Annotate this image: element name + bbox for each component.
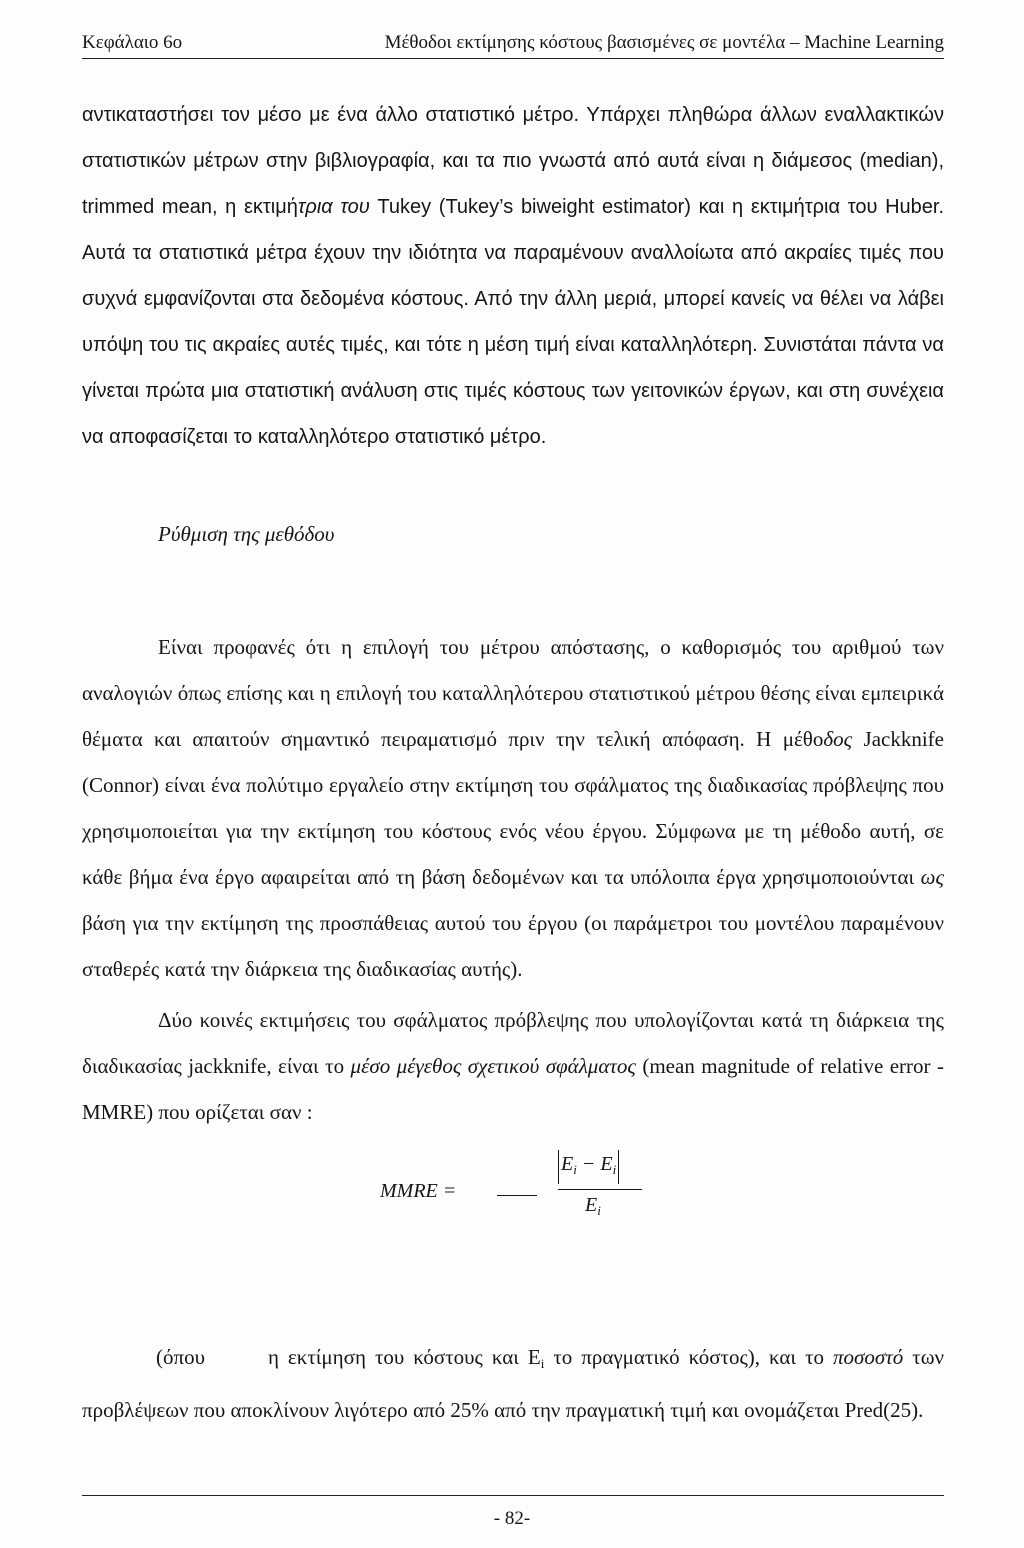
formula-denominator bbox=[585, 1194, 601, 1219]
paragraph-jackknife-estimates bbox=[82, 997, 944, 1135]
formula-num-e: E bbox=[561, 1153, 574, 1175]
formula-numerator bbox=[558, 1150, 619, 1184]
p4-sentence-4: των προβλέψεων που αποκλίνουν λιγότερο από 25% από την πραγματική τιμή και ονομάζεται Pred(25). bbox=[82, 1345, 945, 1422]
p3-sentence-2: (mean magnitude of relative error - MMRE) που ορίζεται σαν : bbox=[82, 1054, 944, 1124]
formula-lhs: MMRE = bbox=[380, 1180, 457, 1202]
p3-italic-term: μέσο μέγεθος σχετικού σφάλματος bbox=[350, 1054, 636, 1078]
formula-den-e: E bbox=[585, 1194, 598, 1216]
formula-num-e2: E bbox=[600, 1153, 613, 1175]
p1-sentence-2: Υπάρχει πληθώρα άλλων εναλλακτικών στατιστικών μέτρων στην βιβλιογραφία, και τα πιο γνωστά από αυτά είναι η διάμεσος (median), trimmed mean, η εκτιμή bbox=[82, 104, 944, 218]
p2-italic-fragment-2: ως bbox=[920, 865, 944, 889]
chapter-label: Κεφάλαιο 6ο bbox=[82, 32, 183, 53]
formula-summation-line bbox=[497, 1195, 537, 1196]
p2-sentence-1: Είναι προφανές ότι η επιλογή του μέτρου απόστασης, ο καθορισμός του αριθμού των αναλογιών όπως επίσης και η επιλογή του καταλληλότερου στατιστικού μέτρου θέσης είναι εμπειρικά θέματα και απαιτούν σημαντικό πειραματισμό πριν την τελική απόφαση. Η μέθο bbox=[82, 635, 944, 751]
page-number: - 82- bbox=[493, 1508, 531, 1529]
p3-sentence-1: Δύο κοινές εκτιμήσεις του σφάλματος πρόβλεψης που υπολογίζονται κατά τη διάρκεια της διαδικασίας jackknife, είναι το bbox=[82, 1008, 944, 1078]
paragraph-statistical-measures bbox=[82, 92, 944, 460]
p2-sentence-2: Jackknife (Connor) είναι ένα πολύτιμο εργαλείο στην εκτίμηση του σφάλματος της διαδικασίας πρόβλεψης που χρησιμοποιείται για την εκτίμηση του κόστους ενός νέου έργου. Σύμφωνα με τη μέθοδο αυτή, σε κάθε βήμα ένα έργο αφαιρείται από τη βάση δεδομένων και τα υπόλοιπα έργα χρησιμοποιούνται bbox=[82, 727, 944, 889]
p4-sentence-1: (όπου bbox=[156, 1345, 205, 1369]
p1-sentence-1: αντικαταστήσει τον μέσο με ένα άλλο στατιστικό μέτρο. bbox=[82, 104, 580, 126]
p4-subscript: i bbox=[540, 1356, 545, 1371]
mmre-formula bbox=[380, 1150, 680, 1240]
formula-num-sub: i bbox=[573, 1162, 577, 1177]
p2-italic-fragment: δος bbox=[823, 727, 853, 751]
p1-italic-fragment: τρια του bbox=[297, 196, 370, 218]
footer-rule bbox=[82, 1495, 944, 1496]
formula-num-sub2: i bbox=[612, 1162, 617, 1177]
p1-sentence-3: Tukey (Tukey’s biweight estimator) και η εκτιμήτρια του Huber. bbox=[369, 196, 945, 218]
p4-italic-term: ποσοστό bbox=[833, 1345, 904, 1369]
p4-sentence-2: η εκτίμηση του κόστους και E bbox=[258, 1345, 541, 1369]
formula-den-sub: i bbox=[597, 1203, 601, 1218]
p4-sentence-3: το πραγματικό κόστος), και το bbox=[544, 1345, 834, 1369]
formula-minus: − bbox=[576, 1153, 601, 1175]
page-header bbox=[82, 32, 944, 59]
paragraph-definitions bbox=[82, 1334, 944, 1433]
p2-sentence-3: βάση για την εκτίμηση της προσπάθειας αυτού του έργου (οι παράμετροι του μοντέλου παραμένουν σταθερές κατά την διάρκεια της διαδικασίας αυτής). bbox=[82, 911, 944, 981]
paragraph-method-tuning bbox=[82, 624, 944, 992]
p1-sentence-4: Αυτά τα στατιστικά μέτρα έχουν την ιδιότητα να παραμένουν αναλλοίωτα από ακραίες τιμές που συχνά εμφανίζονται στα δεδομένα κόστους. bbox=[82, 242, 944, 310]
formula-fraction-bar bbox=[558, 1189, 642, 1190]
section-heading: Ρύθμιση της μεθόδου bbox=[158, 522, 335, 546]
p1-sentence-5: Από την άλλη μεριά, μπορεί κανείς να θέλει να λάβει υπόψη του τις ακραίες αυτές τιμές, και τότε η μέση τιμή είναι καταλληλότερη. bbox=[82, 288, 944, 356]
running-title: Μέθοδοι εκτίμησης κόστους βασισμένες σε μοντέλα – Machine Learning bbox=[384, 32, 944, 53]
p1-sentence-6: Συνιστάται πάντα να γίνεται πρώτα μια στατιστική ανάλυση στις τιμές κόστους των γειτονικών έργων, και στη συνέχεια να αποφασίζεται το καταλληλότερο στατιστικό μέτρο. bbox=[82, 334, 944, 448]
